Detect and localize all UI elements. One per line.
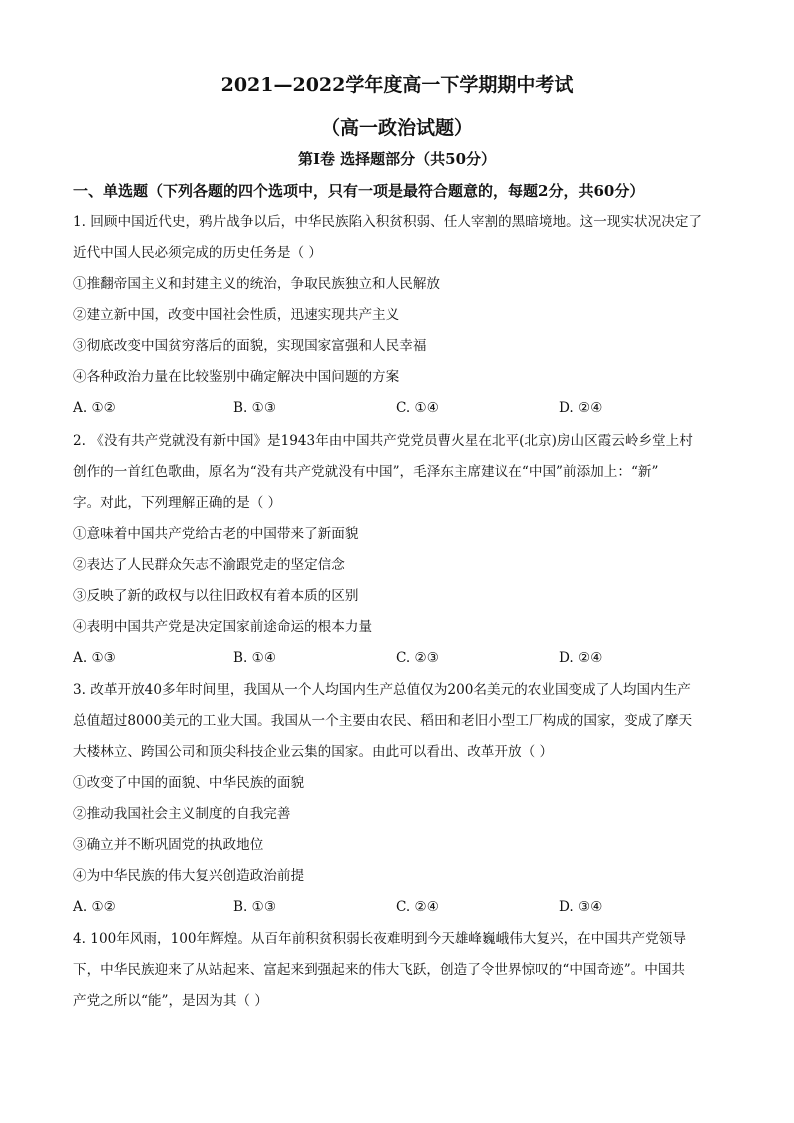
option-statement: ③确立并不断巩固党的执政地位 — [73, 837, 264, 853]
option-statement: ②表达了人民群众矢志不渝跟党走的坚定信念 — [73, 557, 345, 573]
option-statement: ②推动我国社会主义制度的自我完善 — [73, 806, 291, 822]
choice-c: C. ②④ — [396, 899, 439, 915]
choice-d: D. ②④ — [559, 400, 603, 416]
answer-choices — [73, 892, 728, 923]
option-statement: ④各种政治力量在比较鉴别中确定解决中国问题的方案 — [73, 369, 400, 385]
question-stem-line: 2. 《没有共产党就没有新中国》是1943年由中国共产党党员曹火星在北平(北京)房山区霞云岭乡堂上村 — [73, 433, 693, 449]
question-1 — [73, 207, 728, 424]
answer-choices — [73, 643, 728, 674]
choice-b: B. ①③ — [233, 400, 277, 416]
choice-a: A. ①② — [73, 400, 116, 416]
option-statement: ②建立新中国，改变中国社会性质，迅速实现共产主义 — [73, 307, 400, 323]
option-statement: ①推翻帝国主义和封建主义的统治，争取民族独立和人民解放 — [73, 276, 441, 292]
question-stem-line: 下，中华民族迎来了从站起来、富起来到强起来的伟大飞跃，创造了令世界惊叹的“中国奇迹”。中国共 — [73, 962, 686, 978]
choice-b: B. ①④ — [233, 650, 277, 666]
question-4 — [73, 924, 728, 1017]
question-stem-line: 产党之所以“能”，是因为其（ ） — [73, 993, 268, 1009]
option-statement: ③反映了新的政权与以往旧政权有着本质的区别 — [73, 588, 359, 604]
option-statement: ①改变了中国的面貌、中华民族的面貌 — [73, 775, 305, 791]
question-3 — [73, 675, 728, 923]
question-stem-line: 4. 100年风雨，100年辉煌。从百年前积贫积弱长夜难明到今天雄峰巍峨伟大复兴，在中国共产党领导 — [73, 931, 686, 947]
question-stem-line: 1. 回顾中国近代史，鸦片战争以后，中华民族陷入积贫积弱、任人宰割的黑暗境地。这一现实状况决定了 — [73, 214, 703, 230]
question-stem-line: 3. 改革开放40多年时间里，我国从一个人均国内生产总值仅为200名美元的农业国变成了人均国内生产 — [73, 682, 691, 698]
question-stem-line: 大楼林立、跨国公司和顶尖科技企业云集的国家。由此可以看出、改革开放（ ） — [73, 744, 554, 760]
choice-d: D. ②④ — [559, 650, 603, 666]
option-statement: ④为中华民族的伟大复兴创造政治前提 — [73, 868, 305, 884]
question-2 — [73, 426, 728, 674]
section-heading: 一、单选题（下列各题的四个选项中，只有一项是最符合题意的，每题2分，共60分） — [73, 182, 645, 200]
part-heading: 第I卷 选择题部分（共50分） — [297, 150, 497, 168]
exam-subtitle: （高一政治试题） — [320, 117, 473, 139]
exam-title: 2021—2022学年度高一下学期期中考试 — [220, 74, 574, 96]
option-statement: ③彻底改变中国贫穷落后的面貌，实现国家富强和人民幸福 — [73, 338, 427, 354]
choice-a: A. ①③ — [73, 650, 116, 666]
option-statement: ④表明中国共产党是决定国家前途命运的根本力量 — [73, 619, 373, 635]
answer-choices — [73, 393, 728, 424]
question-stem-line: 创作的一首红色歌曲，原名为“没有共产党就没有中国”，毛泽东主席建议在“中国”前添加上：“新” — [73, 464, 659, 480]
choice-c: C. ①④ — [396, 400, 439, 416]
option-statement: ①意味着中国共产党给古老的中国带来了新面貌 — [73, 526, 359, 542]
question-stem-line: 字。对此，下列理解正确的是（ ） — [73, 495, 282, 511]
choice-a: A. ①② — [73, 899, 116, 915]
choice-b: B. ①③ — [233, 899, 277, 915]
question-stem-line: 近代中国人民必须完成的历史任务是（ ） — [73, 245, 323, 261]
choice-d: D. ③④ — [559, 899, 603, 915]
question-stem-line: 总值超过8000美元的工业大国。我国从一个主要由农民、稻田和老旧小型工厂构成的国家，变成了摩天 — [73, 713, 693, 729]
choice-c: C. ②③ — [396, 650, 439, 666]
